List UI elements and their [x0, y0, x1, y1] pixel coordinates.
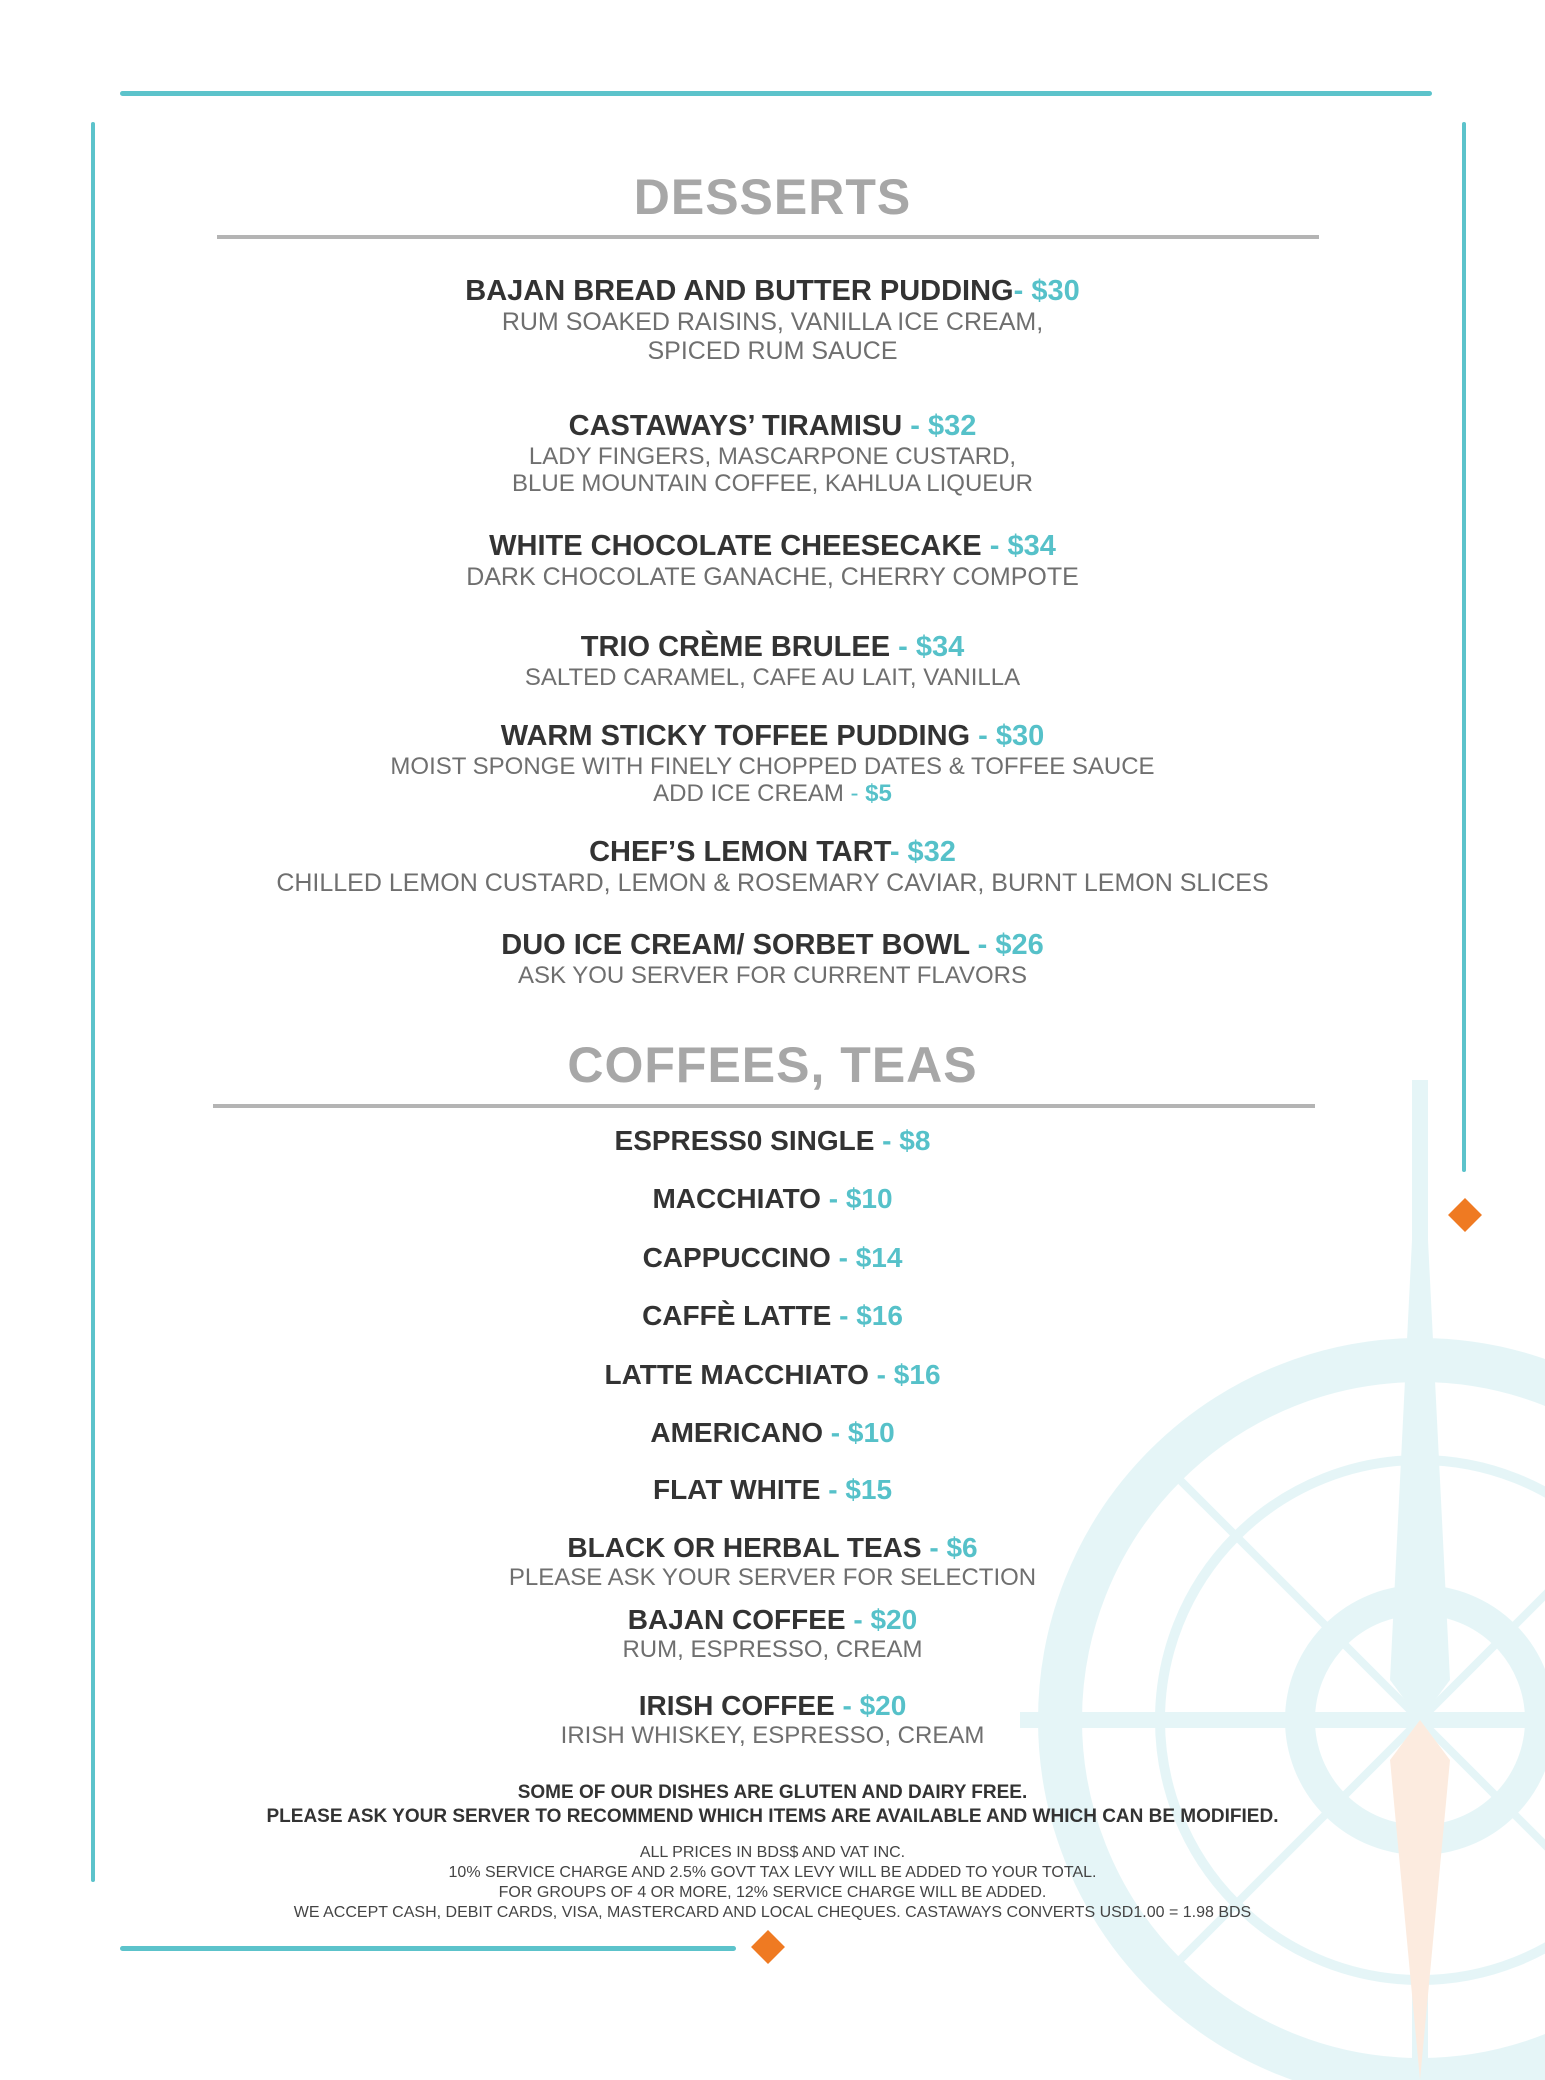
dessert-item [0, 835, 1545, 898]
item-name: DUO ICE CREAM/ SORBET BOWL [501, 929, 970, 961]
item-price: $20 [859, 1690, 907, 1721]
coffee-item [0, 1125, 1545, 1157]
price-separator: - [843, 780, 866, 807]
item-name: CAFFÈ LATTE [642, 1300, 832, 1331]
item-name: ESPRESS0 SINGLE [614, 1125, 875, 1156]
item-description: RUM, ESPRESSO, CREAM [622, 1636, 923, 1663]
item-name: TRIO CRÈME BRULEE [580, 631, 891, 663]
item-price: $16 [856, 1300, 903, 1331]
item-description: SALTED CARAMEL, CAFE AU LAIT, VANILLA [524, 664, 1021, 691]
item-name: CASTAWAYS’ TIRAMISU [568, 410, 903, 442]
coffee-item [0, 1532, 1545, 1591]
item-price: $34 [1007, 530, 1056, 562]
addon-price: $5 [865, 780, 892, 807]
price-separator: - [868, 1359, 894, 1390]
price-separator: - [981, 530, 1008, 562]
item-description: CHILLED LEMON CUSTARD, LEMON & ROSEMARY CAVIAR, BURNT LEMON SLICES [276, 869, 1269, 897]
item-name: BAJAN BREAD AND BUTTER PUDDING [465, 275, 1014, 307]
item-description: RUM SOAKED RAISINS, VANILLA ICE CREAM, [501, 308, 1044, 336]
item-description: ASK YOU SERVER FOR CURRENT FLAVORS [517, 962, 1027, 989]
coffee-item [0, 1604, 1545, 1663]
item-name: WARM STICKY TOFFEE PUDDING [500, 720, 971, 752]
coffee-item [0, 1300, 1545, 1332]
price-separator: - [820, 1183, 846, 1214]
item-name: WHITE CHOCOLATE CHEESECAKE [489, 530, 982, 562]
item-price: $32 [927, 410, 977, 442]
price-separator: - [889, 836, 908, 868]
fine-print-line: ALL PRICES IN BDS$ AND VAT INC. [639, 1844, 906, 1861]
item-price: $34 [915, 631, 965, 663]
item-price: $20 [870, 1604, 918, 1635]
price-separator: - [902, 410, 928, 442]
coffee-item [0, 1359, 1545, 1391]
price-separator: - [845, 1604, 871, 1635]
addon-label: ADD ICE CREAM [653, 780, 844, 807]
item-name: AMERICANO [650, 1417, 824, 1448]
coffee-item [0, 1242, 1545, 1274]
item-description: IRISH WHISKEY, ESPRESSO, CREAM [560, 1722, 985, 1749]
fine-print-line: WE ACCEPT CASH, DEBIT CARDS, VISA, MASTERCARD AND LOCAL CHEQUES. CASTAWAYS CONVERTS USD1.00 = 1.98 BDS [293, 1904, 1252, 1921]
dessert-item [0, 409, 1545, 497]
price-separator: - [874, 1125, 900, 1156]
dessert-item [0, 928, 1545, 989]
price-separator: - [970, 720, 996, 752]
item-name: MACCHIATO [652, 1183, 821, 1214]
coffees-heading: COFFEES, TEAS [567, 1037, 978, 1093]
item-price: $10 [845, 1183, 893, 1214]
item-description: SPICED RUM SAUCE [647, 337, 898, 365]
item-name: FLAT WHITE [652, 1474, 821, 1505]
dietary-note: PLEASE ASK YOUR SERVER TO RECOMMEND WHICH ITEMS ARE AVAILABLE AND WHICH CAN BE MODIFIED. [266, 1806, 1279, 1827]
desserts-divider [217, 235, 1319, 239]
item-name: BLACK OR HERBAL TEAS [567, 1532, 922, 1563]
price-separator: - [830, 1242, 856, 1273]
item-price: $30 [995, 720, 1045, 752]
dietary-note: SOME OF OUR DISHES ARE GLUTEN AND DAIRY FREE. [517, 1782, 1028, 1803]
price-separator: - [834, 1690, 860, 1721]
item-addon [0, 780, 1545, 807]
price-separator: - [820, 1474, 846, 1505]
price-separator: - [921, 1532, 947, 1563]
item-price: $15 [845, 1474, 893, 1505]
dessert-item [0, 274, 1545, 366]
fine-print-line: 10% SERVICE CHARGE AND 2.5% GOVT TAX LEVY WILL BE ADDED TO YOUR TOTAL. [448, 1864, 1097, 1881]
item-description: PLEASE ASK YOUR SERVER FOR SELECTION [508, 1564, 1037, 1591]
coffee-item [0, 1690, 1545, 1749]
dessert-item [0, 719, 1545, 807]
item-price: $10 [847, 1417, 895, 1448]
frame-top-line [120, 91, 1432, 96]
item-name: CHEF’S LEMON TART [589, 836, 890, 868]
item-price: $32 [907, 836, 956, 868]
dessert-item [0, 630, 1545, 691]
item-description: MOIST SPONGE WITH FINELY CHOPPED DATES & TOFFEE SAUCE [390, 753, 1155, 780]
item-name: IRISH COFFEE [638, 1690, 835, 1721]
price-separator: - [823, 1417, 848, 1448]
price-separator: - [890, 631, 916, 663]
item-price: $30 [1031, 275, 1080, 307]
item-price: $16 [893, 1359, 941, 1390]
item-name: LATTE MACCHIATO [604, 1359, 869, 1390]
item-description: BLUE MOUNTAIN COFFEE, KAHLUA LIQUEUR [512, 470, 1033, 497]
dessert-item [0, 529, 1545, 592]
desserts-heading: DESSERTS [633, 169, 912, 225]
orange-diamond-icon [751, 1930, 785, 1964]
item-price: $26 [995, 929, 1044, 961]
coffee-item [0, 1417, 1545, 1449]
price-separator: - [831, 1300, 857, 1331]
coffee-item [0, 1183, 1545, 1215]
price-separator: - [969, 929, 996, 961]
item-price: $8 [899, 1125, 931, 1156]
price-separator: - [1013, 275, 1032, 307]
item-description: LADY FINGERS, MASCARPONE CUSTARD, [528, 443, 1017, 470]
item-price: $14 [855, 1242, 903, 1273]
coffee-item [0, 1474, 1545, 1506]
item-name: BAJAN COFFEE [627, 1604, 846, 1635]
coffees-divider [213, 1104, 1315, 1108]
fine-print-line: FOR GROUPS OF 4 OR MORE, 12% SERVICE CHARGE WILL BE ADDED. [498, 1884, 1047, 1901]
item-name: CAPPUCCINO [642, 1242, 831, 1273]
item-description: DARK CHOCOLATE GANACHE, CHERRY COMPOTE [466, 563, 1079, 591]
item-price: $6 [946, 1532, 978, 1563]
frame-bottom-line [120, 1946, 736, 1951]
